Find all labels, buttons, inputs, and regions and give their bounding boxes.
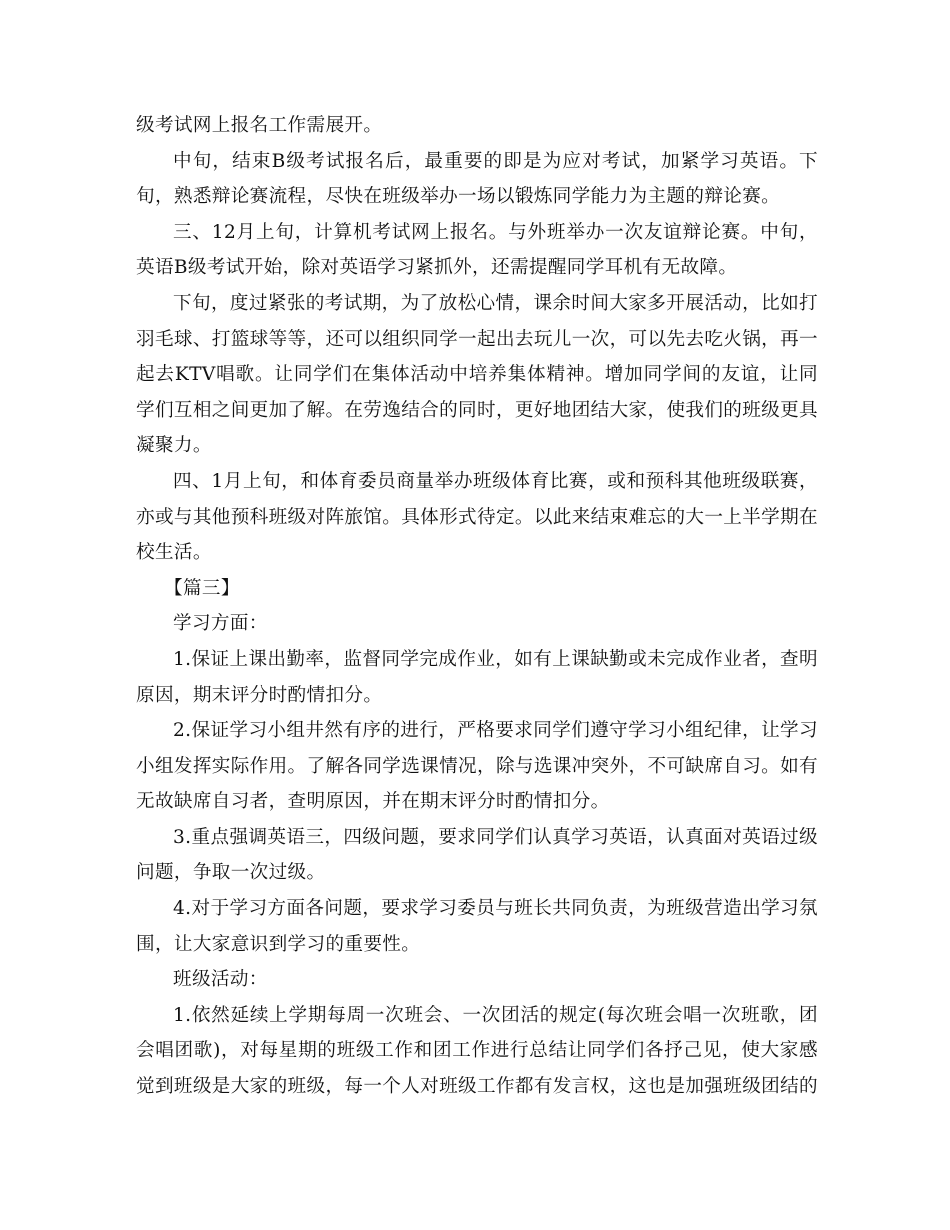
paragraph-continuation: 级考试网上报名工作需展开。 [136, 115, 383, 136]
section-heading-part-three: 【篇三】 [164, 577, 240, 599]
study-item-1: 1.保证上课出勤率，监督同学完成作业，如有上课缺勤或未完成作业者，查明原因，期末评分时酌情扣分。 [136, 648, 818, 706]
study-item-3: 3.重点强调英语三，四级问题，要求同学们认真学习英语，认真面对英语过级问题，争取一次过级。 [136, 826, 818, 884]
paragraph-december-plan: 三、12月上旬，计算机考试网上报名。与外班举办一次友谊辩论赛。中旬，英语B级考试开始，除对英语学习紧抓外，还需提醒同学耳机有无故障。 [136, 221, 818, 279]
paragraph-mid-late-schedule: 中旬，结束B级考试报名后，最重要的即是为应对考试，加紧学习英语。下旬，熟悉辩论赛流程，尽快在班级举办一场以锻炼同学能力为主题的辩论赛。 [136, 150, 818, 208]
paragraph-january-plan: 四、1月上旬，和体育委员商量举办班级体育比赛，或和预科其他班级联赛，亦或与其他预科班级对阵旅馆。具体形式待定。以此来结束难忘的大一上半学期在校生活。 [136, 470, 818, 564]
activity-item-1: 1.依然延续上学期每周一次班会、一次团活的规定(每次班会唱一次班歌，团会唱团歌)，对每星期的班级工作和团工作进行总结让同学们各抒己见，使大家感觉到班级是大家的班级，每一个人对班级工作都有发言权，这也是加强班级团结的 [136, 1004, 818, 1098]
study-item-2: 2.保证学习小组井然有序的进行，严格要求同学们遵守学习小组纪律，让学习小组发挥实际作用。了解各同学选课情况，除与选课冲突外，不可缺席自习。如有无故缺席自习者，查明原因，并在期末评分时酌情扣分。 [136, 720, 818, 813]
paragraph-late-december-activities: 下旬，度过紧张的考试期，为了放松心情，课余时间大家多开展活动，比如打羽毛球、打篮球等等，还可以组织同学一起出去玩儿一次，可以先去吃火锅，再一起去KTV唱歌。让同学们在集体活动中培养集体精神。增加同学间的友谊，让同学们互相之间更加了解。在劳逸结合的同时，更好地团结大家，使我们的班级更具凝聚力。 [136, 292, 818, 457]
subheading-class-activities: 班级活动： [173, 969, 268, 991]
study-item-4: 4.对于学习方面各问题，要求学习委员与班长共同负责，为班级营造出学习氛围，让大家意识到学习的重要性。 [136, 898, 818, 955]
subheading-study: 学习方面： [173, 613, 268, 635]
document-page [136, 108, 818, 1105]
